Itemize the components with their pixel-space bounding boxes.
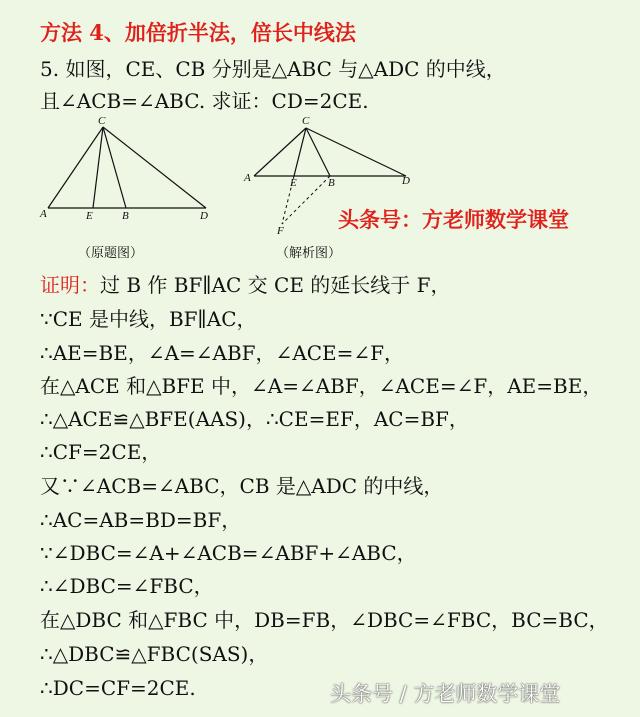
segment-cb [306,128,330,176]
segment-cd [103,127,206,208]
brand-label: 头条号：方老师数学课堂 [338,207,569,232]
proof-line: ∴AE=BE，∠A=∠ABF，∠ACE=∠F， [40,341,405,365]
proof-line: ∴∠DBC=∠FBC， [40,574,214,598]
segment-ca [254,128,306,176]
original-figure-caption: （原题图） [78,246,144,261]
segment-ce [294,128,306,176]
label-a: A [40,208,47,220]
segment-cb [103,127,126,208]
problem-statement-line-1: 5. 如图，CE、CB 分别是△ABC 与△ADC 的中线， [40,57,506,81]
proof-first-step: 过 B 作 BF∥AC 交 CE 的延长线于 F， [100,273,451,297]
original-figure [40,115,240,228]
proof-line: ∵∠DBC=∠A+∠ACB=∠ABF+∠ABC， [40,541,417,565]
label-d: D [200,210,208,222]
label-a: A [244,172,251,184]
proof-line: 在△DBC 和△FBC 中，DB=FB，∠DBC=∠FBC，BC=BC， [40,608,609,632]
method-title: 方法 4、加倍折半法，倍长中线法 [40,20,356,45]
proof-line: ∴CF=2CE， [40,440,162,464]
problem-statement-line-2: 且∠ACB=∠ABC. 求证：CD=2CE. [40,89,369,113]
proof-line: ∴DC=CF=2CE. [40,676,196,700]
proof-line: ∵CE 是中线，BF∥AC， [40,307,257,331]
proof-line: ∴AC=AB=BD=BF， [40,508,242,532]
analysis-figure-caption: （解析图） [276,246,342,261]
proof-line: 又∵∠ACB=∠ABC，CB 是△ADC 的中线， [40,474,444,498]
proof-label: 证明： [40,273,100,297]
label-e: E [86,210,93,222]
label-b: B [328,177,335,189]
proof-line: ∴△ACE≌△BFE(AAS)，∴CE=EF，AC=BF， [40,407,469,431]
label-f: F [277,225,284,237]
label-c: C [98,115,106,127]
proof-line-0 [40,272,451,298]
label-e: E [290,177,297,189]
watermark: 头条号 / 方老师数学课堂 [330,682,561,706]
segment-cd [306,128,406,176]
proof-line: ∴△DBC≌△FBC(SAS)， [40,642,269,666]
label-c: C [302,115,310,127]
proof-line: 在△ACE 和△BFE 中，∠A=∠ABF，∠ACE=∠F，AE=BE， [40,374,603,398]
label-b: B [122,210,129,222]
label-d: D [402,175,410,187]
